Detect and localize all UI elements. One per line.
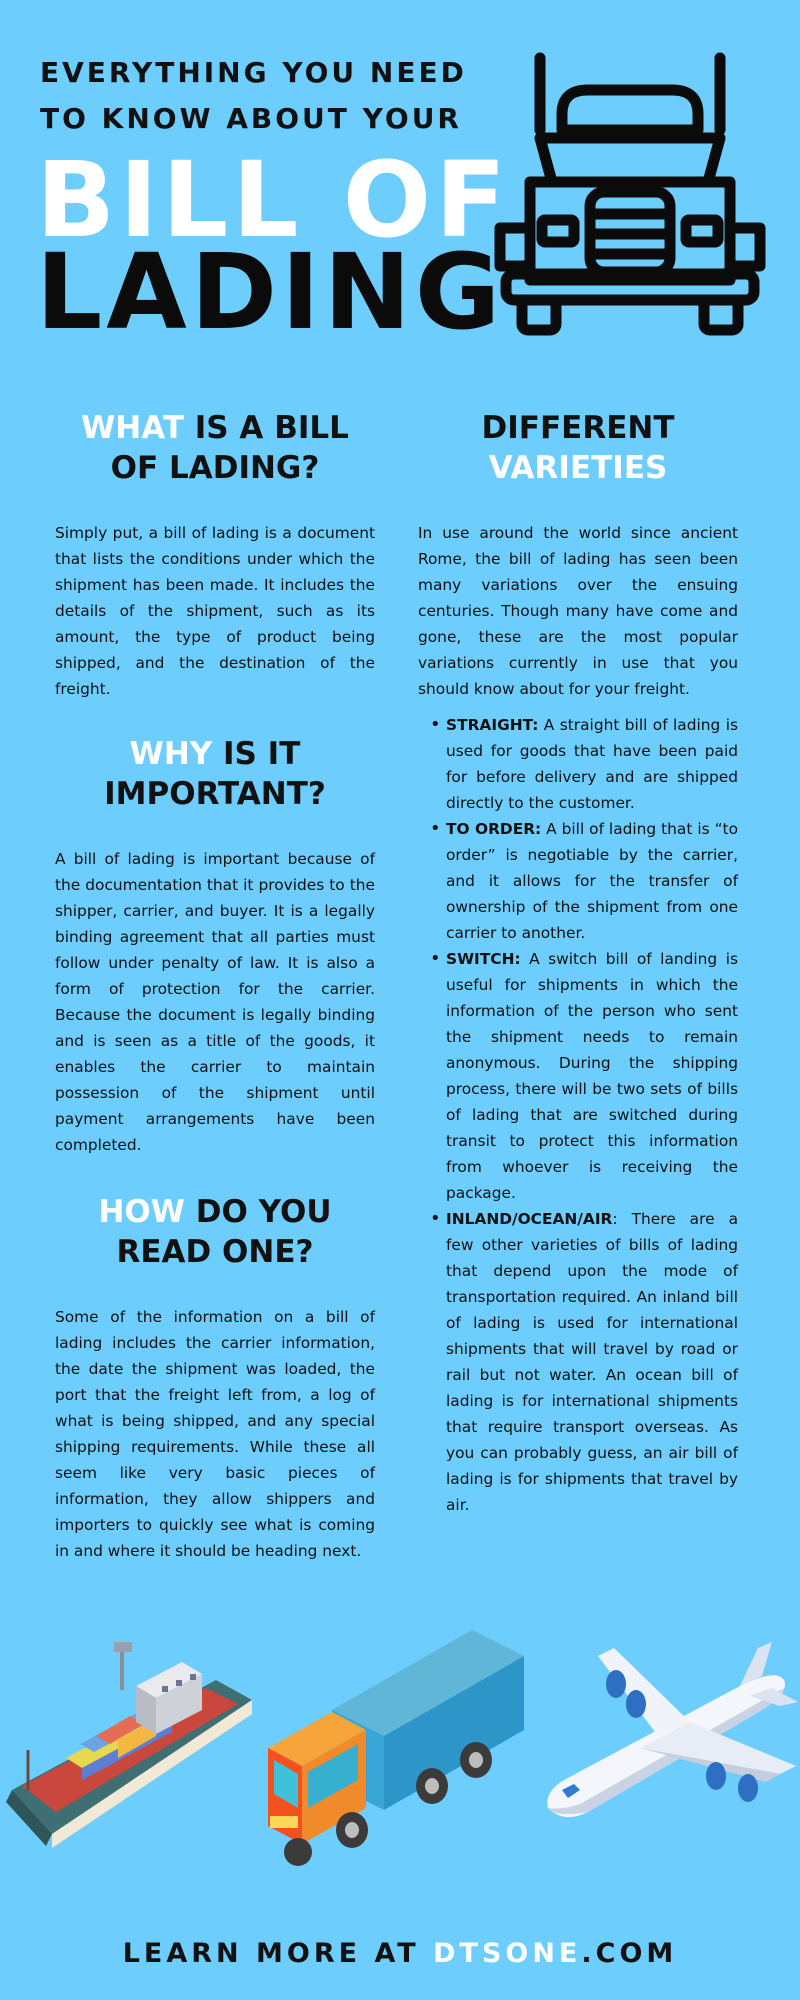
list-item <box>418 1206 738 1518</box>
variety-text: A bill of lading that is “to order” is negotiable by the carrier, and it allows for the transfer of ownership of the shipment from one carrier to another. <box>446 820 738 942</box>
varieties-list <box>418 712 738 1518</box>
left-column <box>55 408 375 1564</box>
section-title-how-highlight: HOW <box>98 1194 185 1230</box>
footer-prefix: LEARN MORE AT <box>122 1938 434 1969</box>
footer-suffix: .COM <box>581 1938 678 1969</box>
variety-text: A straight bill of lading is used for goods that have been paid for before delivery and are shipped directly to the customer. <box>446 716 738 812</box>
delivery-truck-icon <box>262 1620 532 1870</box>
semi-truck-front-icon <box>492 52 768 342</box>
section-body-how: Some of the information on a bill of lading includes the carrier information, the date the shipment was loaded, the port that the freight left from, a log of what is being shipped, and any special shipping requirements. While these all seem like very basic pieces of information, they allow shippers and importers to quickly see what is coming in and where it should be heading next. <box>55 1308 375 1560</box>
variety-text: A switch bill of landing is useful for shipments in which the information of the person who sent the shipment needs to remain anonymous. During the shipping process, there will be two sets of bills of lading that are switched during transit to protect this information from whoever is receiving the package. <box>446 950 738 1202</box>
list-item <box>418 712 738 816</box>
section-title-how-rest: DO YOU READ ONE? <box>116 1194 332 1270</box>
variety-term: STRAIGHT: <box>446 716 539 734</box>
section-title-what-highlight: WHAT <box>81 410 184 446</box>
variety-term: SWITCH: <box>446 950 521 968</box>
footer-cta <box>0 1938 800 1969</box>
cargo-ship-icon <box>6 1640 256 1860</box>
header-title-black: LADING <box>36 231 505 353</box>
header-kicker-line2: TO KNOW ABOUT YOUR <box>40 102 462 135</box>
airplane-icon <box>540 1640 798 1830</box>
section-body-what: Simply put, a bill of lading is a document that lists the conditions under which the shipment has been made. It includes the details of the shipment, such as its amount, the type of product being shipped, and the destination of the freight. <box>55 524 375 698</box>
section-title-why-highlight: WHY <box>129 736 213 772</box>
footer-brand-link[interactable]: DTSONE <box>433 1938 582 1969</box>
section-title-varieties-top: DIFFERENT <box>481 410 675 446</box>
section-title-what-rest: IS A BILL OF LADING? <box>110 410 349 486</box>
section-title-how <box>55 1192 375 1304</box>
list-item <box>418 816 738 946</box>
section-title-varieties-highlight: VARIETIES <box>488 450 668 486</box>
variety-term: INLAND/OCEAN/AIR <box>446 1210 613 1228</box>
section-title-why <box>55 734 375 846</box>
right-column <box>418 408 738 1518</box>
section-title-what <box>55 408 375 520</box>
list-item <box>418 946 738 1206</box>
header-title-white: BILL OF <box>36 139 511 261</box>
header-kicker-line1: EVERYTHING YOU NEED <box>40 56 467 89</box>
variety-text: : There are a few other varieties of bills of lading that depend upon the mode of transportation required. An inland bill of lading is used for international shipments that will travel by road or rail but not water. An ocean bill of lading is for international shipments that require transport overseas. As you can probably guess, an air bill of lading is for shipments that travel by air. <box>446 1210 738 1514</box>
section-body-varieties-intro: In use around the world since ancient Rome, the bill of lading has seen been many variations over the ensuing centuries. Though many have come and gone, these are the most popular variations currently in use that you should know about for your freight. <box>418 524 738 698</box>
variety-term: TO ORDER: <box>446 820 542 838</box>
section-title-varieties <box>418 408 738 520</box>
section-body-why: A bill of lading is important because of the documentation that it provides to the shipper, carrier, and buyer. It is a legally binding agreement that all parties must follow under penalty of law. It is also a form of protection for the carrier. Because the document is legally binding and is seen as a title of the goods, it enables the carrier to maintain possession of the shipment until payment arrangements have been completed. <box>55 850 375 1154</box>
transport-illustrations <box>0 1620 800 1880</box>
section-title-why-rest: IS IT IMPORTANT? <box>104 736 326 812</box>
header <box>0 0 800 360</box>
